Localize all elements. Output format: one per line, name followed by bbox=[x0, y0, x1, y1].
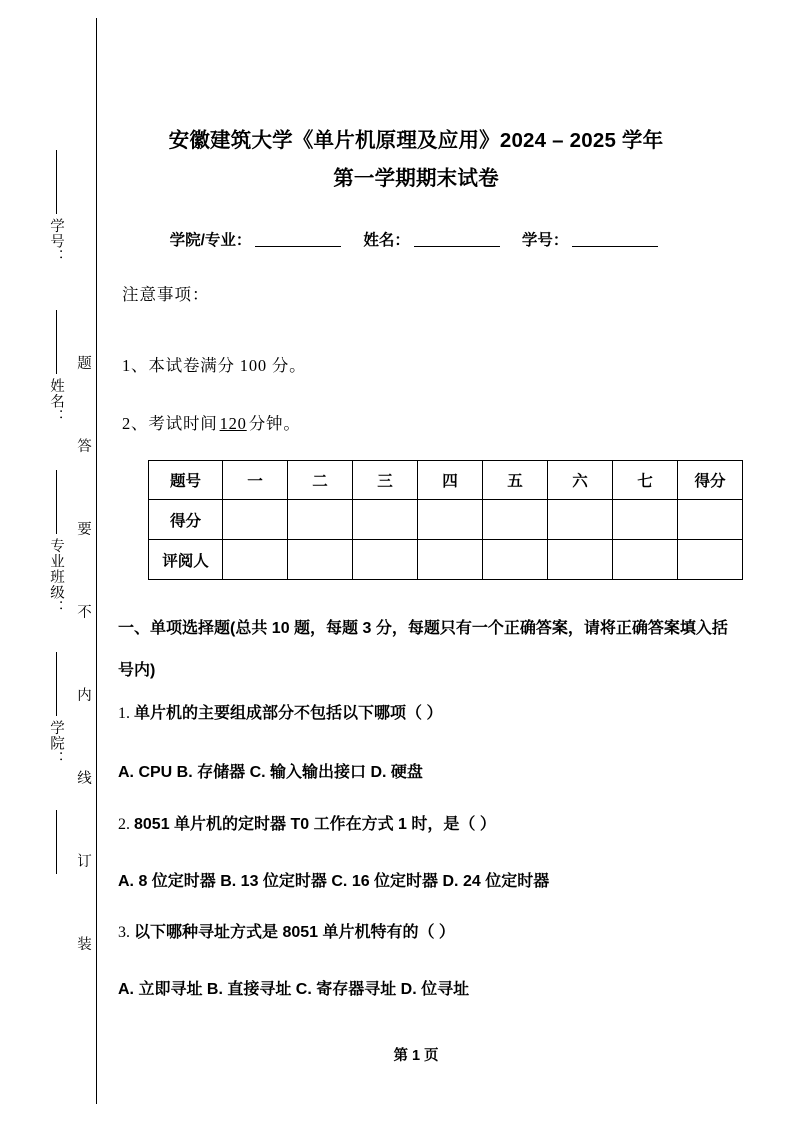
score-cell-7[interactable] bbox=[613, 500, 678, 540]
col-header-3: 三 bbox=[353, 461, 418, 500]
title-line-1: 安徽建筑大学《单片机原理及应用》2024 – 2025 学年 bbox=[168, 129, 664, 152]
reviewer-cell-5[interactable] bbox=[483, 540, 548, 580]
seal-char-5: 内 bbox=[75, 687, 91, 702]
row-label-reviewer: 评阅人 bbox=[149, 540, 223, 580]
page-title bbox=[122, 122, 710, 198]
seal-char-6: 线 bbox=[75, 770, 91, 785]
college-major-label: 学院/专业： bbox=[169, 232, 252, 249]
binding-field-college: 学院： bbox=[48, 720, 64, 767]
row-label-question-no: 题号 bbox=[149, 461, 223, 500]
binding-blank-rule-2 bbox=[56, 310, 57, 374]
page-footer: 第 1 页 bbox=[393, 1048, 439, 1064]
binding-field-class: 专业班级： bbox=[48, 538, 64, 616]
question-2-options: A. 8 位定时器 B. 13 位定时器 C. 16 位定时器 D. 24 位定时器 bbox=[118, 873, 550, 890]
notice-item-2-suffix: 分钟。 bbox=[248, 414, 301, 433]
section-heading-text: 单项选择题(总共 10 题，每题 3 分，每题只有一个正确答案，请将正确答案填入括号内) bbox=[118, 620, 728, 679]
col-header-2: 二 bbox=[288, 461, 353, 500]
seal-char-8: 装 bbox=[75, 936, 91, 951]
question-2-text: 8051 单片机的定时器 T0 工作在方式 1 时，是（ ） bbox=[134, 816, 496, 833]
identity-line bbox=[122, 228, 710, 250]
reviewer-cell-total[interactable] bbox=[678, 540, 743, 580]
col-header-4: 四 bbox=[418, 461, 483, 500]
notice-heading: 注意事项： bbox=[122, 285, 210, 304]
seal-char-4: 不 bbox=[75, 604, 91, 619]
table-row-score bbox=[149, 500, 743, 540]
score-cell-4[interactable] bbox=[418, 500, 483, 540]
binding-field-name: 姓名： bbox=[48, 378, 64, 425]
col-header-1: 一 bbox=[223, 461, 288, 500]
score-cell-6[interactable] bbox=[548, 500, 613, 540]
col-header-5: 五 bbox=[483, 461, 548, 500]
reviewer-cell-4[interactable] bbox=[418, 540, 483, 580]
seal-char-1: 题 bbox=[75, 355, 91, 370]
col-header-7: 七 bbox=[613, 461, 678, 500]
reviewer-cell-6[interactable] bbox=[548, 540, 613, 580]
question-3-stem bbox=[118, 919, 758, 942]
score-cell-3[interactable] bbox=[353, 500, 418, 540]
notice-item-2 bbox=[122, 410, 301, 434]
col-header-6: 六 bbox=[548, 461, 613, 500]
question-1-options: A. CPU B. 存储器 C. 输入输出接口 D. 硬盘 bbox=[118, 764, 423, 781]
question-1-number: 1. bbox=[118, 705, 130, 722]
score-cell-total[interactable] bbox=[678, 500, 743, 540]
section-heading bbox=[118, 608, 733, 692]
table-row-header bbox=[149, 461, 743, 500]
binding-vertical-rule bbox=[96, 18, 97, 1104]
title-line-2: 第一学期期末试卷 bbox=[333, 167, 499, 190]
score-cell-1[interactable] bbox=[223, 500, 288, 540]
binding-blank-rule-5 bbox=[56, 810, 57, 874]
score-cell-2[interactable] bbox=[288, 500, 353, 540]
binding-margin bbox=[0, 0, 110, 1122]
row-label-score: 得分 bbox=[149, 500, 223, 540]
exam-duration-value: 120 bbox=[219, 414, 247, 433]
reviewer-cell-3[interactable] bbox=[353, 540, 418, 580]
binding-blank-rule-3 bbox=[56, 470, 57, 534]
question-2-number: 2. bbox=[118, 816, 130, 833]
name-blank[interactable] bbox=[414, 246, 500, 247]
seal-char-7: 订 bbox=[75, 853, 91, 868]
college-major-blank[interactable] bbox=[255, 246, 341, 247]
reviewer-cell-1[interactable] bbox=[223, 540, 288, 580]
binding-field-student-no: 学号： bbox=[48, 218, 64, 265]
binding-blank-rule-1 bbox=[56, 150, 57, 214]
col-header-total: 得分 bbox=[678, 461, 743, 500]
score-table bbox=[148, 460, 743, 580]
table-row-reviewer bbox=[149, 540, 743, 580]
question-3-options: A. 立即寻址 B. 直接寻址 C. 寄存器寻址 D. 位寻址 bbox=[118, 981, 470, 998]
binding-blank-rule-4 bbox=[56, 652, 57, 716]
score-cell-5[interactable] bbox=[483, 500, 548, 540]
section-heading-number: 一、 bbox=[118, 620, 151, 637]
question-3-number: 3. bbox=[118, 924, 130, 941]
student-no-label: 学号： bbox=[521, 232, 569, 249]
notice-item-2-prefix: 2、考试时间 bbox=[122, 414, 218, 433]
seal-char-2: 答 bbox=[75, 438, 91, 453]
exam-sheet bbox=[110, 0, 793, 1122]
name-label: 姓名： bbox=[363, 232, 410, 249]
question-3-text: 以下哪种寻址方式是 8051 单片机特有的（ ） bbox=[134, 924, 455, 941]
seal-char-3: 要 bbox=[75, 521, 91, 536]
seal-line-notice bbox=[70, 355, 96, 1035]
notice-item-1: 1、本试卷满分 100 分。 bbox=[122, 356, 307, 375]
question-1-stem bbox=[118, 700, 758, 723]
student-no-blank[interactable] bbox=[572, 246, 658, 247]
reviewer-cell-2[interactable] bbox=[288, 540, 353, 580]
reviewer-cell-7[interactable] bbox=[613, 540, 678, 580]
question-2-stem bbox=[118, 811, 758, 834]
question-1-text: 单片机的主要组成部分不包括以下哪项（ ） bbox=[134, 705, 443, 722]
